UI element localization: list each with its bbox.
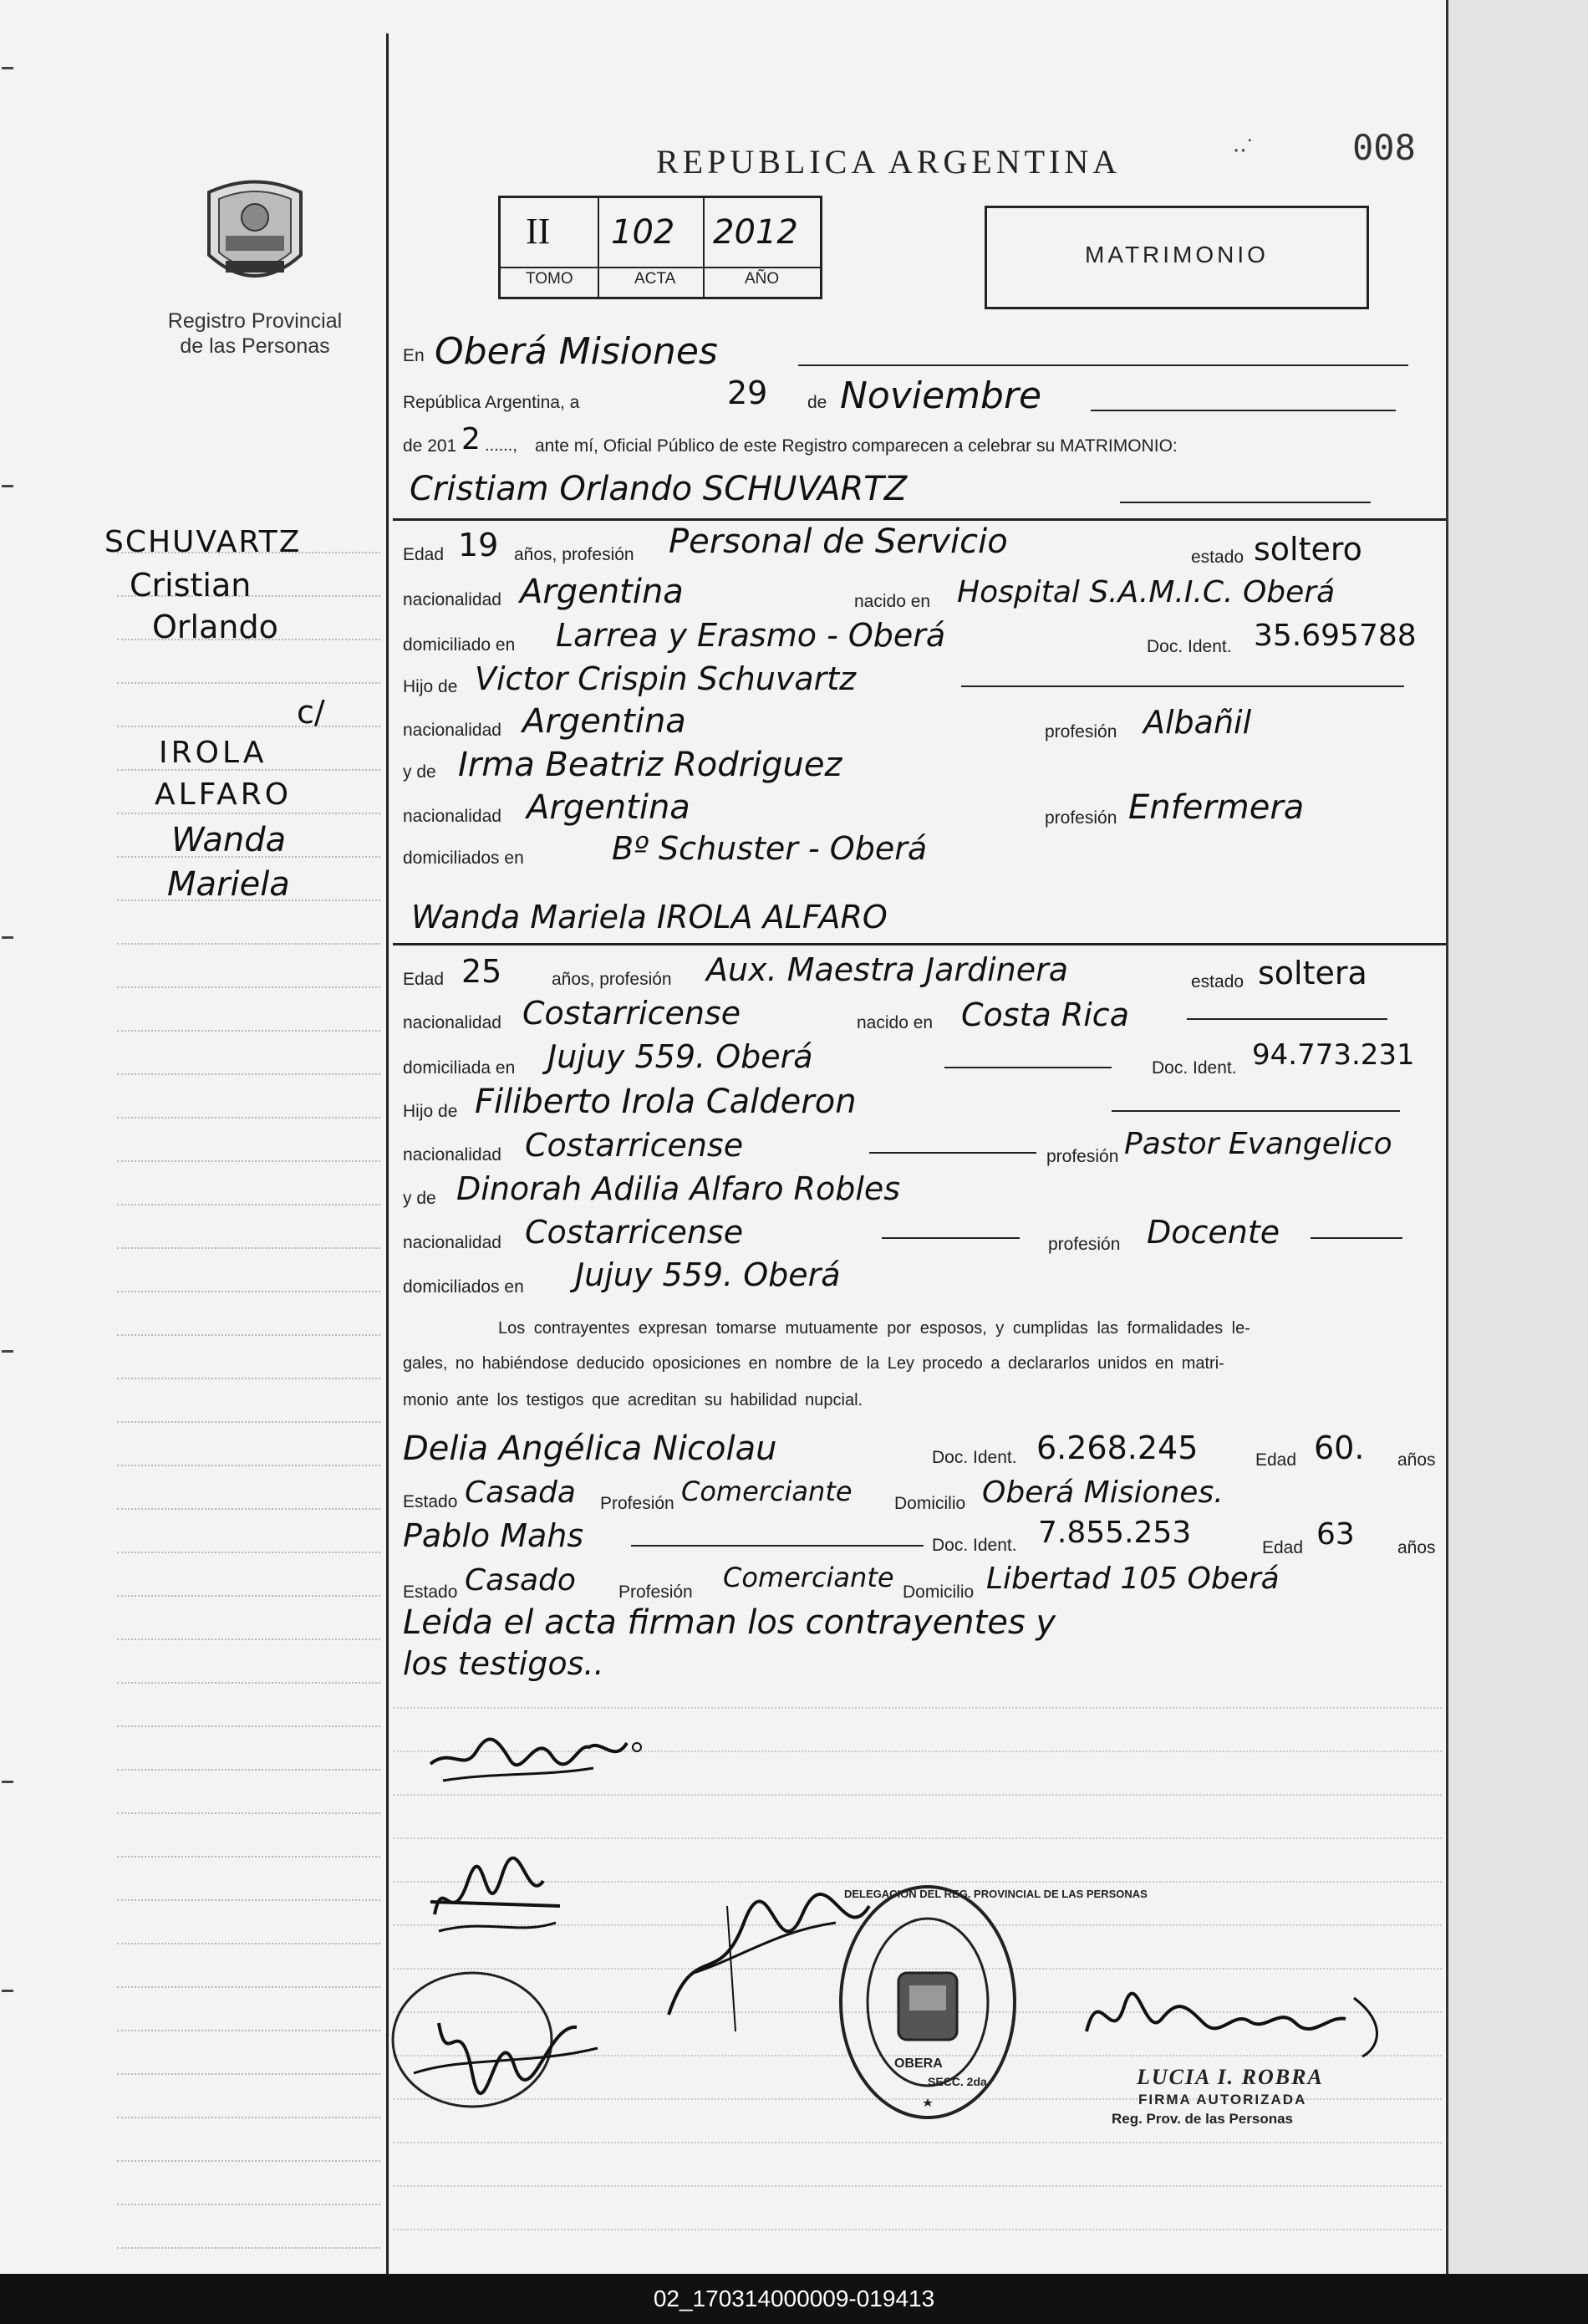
margin-rule-line: [117, 1899, 380, 1901]
groom-mother-nat-label: nacionalidad: [403, 807, 501, 826]
main-rule-line: [393, 2142, 1442, 2143]
groom-mother-nationality: Argentina: [527, 788, 690, 827]
margin-note-line: ALFARO: [155, 777, 293, 812]
margin-rule-line: [117, 1421, 380, 1423]
groom-nationality-label: nacionalidad: [403, 590, 501, 609]
officer-office: Reg. Prov. de las Personas: [1112, 2111, 1293, 2127]
fill-line: [882, 1237, 1020, 1239]
witness1-edad-label: Edad: [1255, 1450, 1297, 1470]
signature-officer: [1078, 1973, 1404, 2065]
margin-rule-line: [117, 813, 380, 814]
witness2-prof-label: Profesión: [618, 1582, 693, 1602]
bride-father-nationality: Costarricense: [525, 1127, 744, 1164]
main-rule-line: [393, 2185, 1442, 2187]
section-separator: [393, 943, 1446, 945]
witness1-prof-label: Profesión: [600, 1494, 674, 1513]
margin-note-line: SCHUVARTZ: [104, 525, 302, 559]
margin-rule-line: [117, 1291, 380, 1292]
witness2-doc: 7.855.253: [1038, 1516, 1192, 1550]
record-type: MATRIMONIO: [1085, 242, 1269, 268]
dots: ......,: [485, 436, 517, 455]
groom-mother-prof-label: profesión: [1045, 808, 1117, 828]
year-prefix: de 201: [403, 436, 457, 456]
page-edge: [1448, 0, 1588, 2274]
bride-yde-label: y de: [403, 1189, 436, 1208]
margin-rule-line: [117, 1247, 380, 1249]
signature-bride: [418, 1856, 568, 1948]
footer-code: 02_170314000009-019413: [0, 2274, 1588, 2324]
groom-domiciliados-label: domiciliados en: [403, 849, 524, 868]
decorative-dots: ∙∙˙: [1233, 135, 1255, 163]
fill-line: [1091, 410, 1396, 411]
groom-anos-label: años, profesión: [514, 545, 634, 564]
witness1-name: Delia Angélica Nicolau: [403, 1430, 777, 1468]
margin-rule-line: [117, 2204, 380, 2205]
witness1-doc-label: Doc. Ident.: [932, 1448, 1017, 1467]
groom-mother: Irma Beatriz Rodriguez: [458, 746, 842, 784]
fill-line: [961, 685, 1404, 687]
margin-note-line: Orlando: [152, 609, 278, 645]
bride-domicilio-label: domiciliada en: [403, 1058, 516, 1078]
main-rule-line: [393, 2229, 1442, 2230]
bride-nationality: Costarricense: [522, 995, 741, 1032]
bride-anos-label: años, profesión: [552, 970, 672, 989]
margin-note-line: c/: [297, 694, 325, 731]
margin-rule-line: [117, 1943, 380, 1944]
groom-nationality: Argentina: [520, 573, 684, 611]
acta-value: 102: [611, 213, 675, 252]
groom-doc: 35.695788: [1254, 619, 1417, 653]
bride-mother-profession: Docente: [1147, 1214, 1280, 1251]
fill-line: [1187, 1018, 1387, 1020]
binder-mark: [2, 936, 13, 939]
place-value: Oberá Misiones: [435, 330, 718, 373]
bride-status: soltera: [1258, 955, 1367, 991]
groom-mother-profession: Enfermera: [1128, 788, 1305, 827]
republica-label: República Argentina, a: [403, 393, 580, 412]
witness2-profession: Comerciante: [723, 1562, 894, 1593]
margin-rule-line: [117, 1465, 380, 1466]
page-number: 008: [1352, 127, 1416, 168]
groom-father-prof-label: profesión: [1045, 722, 1117, 742]
groom-edad-label: Edad: [403, 545, 445, 564]
bride-doc: 94.773.231: [1252, 1038, 1415, 1072]
margin-rule-line: [117, 726, 380, 727]
closing-line2: los testigos..: [403, 1645, 604, 1682]
margin-rule-line: [117, 1986, 380, 1988]
groom-profession: Personal de Servicio: [669, 522, 1008, 561]
margin-column-line: [386, 33, 389, 2274]
bride-father-profession: Pastor Evangelico: [1124, 1127, 1392, 1161]
margin-rule-line: [117, 1639, 380, 1640]
margin-rule-line: [117, 1595, 380, 1597]
margin-rule-line: [117, 1812, 380, 1814]
ano-cell: [705, 198, 820, 267]
fill-line: [1120, 502, 1371, 503]
witness1-domicilio-label: Domicilio: [894, 1494, 966, 1513]
seal-icon: [201, 176, 309, 293]
margin-rule-line: [117, 1769, 380, 1771]
record-id-box: [498, 196, 822, 299]
witness2-doc-label: Doc. Ident.: [932, 1536, 1017, 1555]
margin-rule-line: [117, 943, 380, 945]
groom-parents-address: Bº Schuster - Oberá: [612, 830, 928, 867]
fill-line: [631, 1545, 924, 1547]
fill-line: [1311, 1237, 1402, 1239]
margin-rule-line: [117, 1160, 380, 1162]
groom-domicilio-label: domiciliado en: [403, 635, 516, 655]
bride-name: Wanda Mariela IROLA ALFARO: [411, 899, 888, 935]
groom-father-nationality: Argentina: [522, 702, 686, 741]
fill-line: [798, 364, 1408, 366]
groom-birthplace: Hospital S.A.M.I.C. Oberá: [957, 575, 1336, 609]
box-divider: [598, 267, 599, 297]
declaration-line1: Los contrayentes expresan tomarse mutuamente por esposos, y cumplidas las formalidades le-: [498, 1319, 1250, 1338]
fill-line: [1112, 1110, 1400, 1112]
tomo-cell: [501, 198, 599, 267]
tomo-value: II: [526, 211, 551, 252]
bride-edad-label: Edad: [403, 970, 445, 989]
month-value: Noviembre: [840, 375, 1042, 417]
officer-name: LUCIA I. ROBRA: [1137, 2065, 1324, 2089]
witness2-edad-label: Edad: [1262, 1538, 1304, 1557]
groom-father-nat-label: nacionalidad: [403, 721, 501, 740]
acta-cell: [599, 198, 705, 267]
margin-rule-line: [117, 2160, 380, 2162]
witness2-name: Pablo Mahs: [403, 1517, 584, 1554]
margin-rule-line: [117, 1204, 380, 1205]
closing-line1: Leida el acta firman los contrayentes y: [403, 1603, 1056, 1642]
declaration-line3: monio ante los testigos que acreditan su habilidad nupcial.: [403, 1391, 863, 1409]
main-rule-line: [393, 1794, 1442, 1796]
margin-rule-line: [117, 1073, 380, 1075]
witness1-doc: 6.268.245: [1036, 1430, 1199, 1466]
bride-birthplace: Costa Rica: [961, 996, 1129, 1033]
margin-rule-line: [117, 1334, 380, 1336]
witness1-estado-label: Estado: [403, 1492, 458, 1511]
fill-line: [944, 1067, 1112, 1068]
witness2-address: Libertad 105 Oberá: [986, 1562, 1280, 1596]
registry-name-line1: Registro Provincial: [167, 309, 343, 333]
bride-doc-label: Doc. Ident.: [1152, 1058, 1237, 1078]
margin-note-line: Mariela: [167, 865, 290, 904]
margin-note-line: Cristian: [130, 567, 252, 604]
groom-name: Cristiam Orlando SCHUVARTZ: [410, 470, 908, 508]
bride-mother-nationality: Costarricense: [525, 1214, 744, 1251]
bride-mother: Dinorah Adilia Alfaro Robles: [456, 1170, 901, 1207]
groom-yde-label: y de: [403, 762, 436, 782]
de-label: de: [807, 393, 827, 412]
witness1-status: Casada: [465, 1475, 576, 1510]
witness2-anos-label: años: [1397, 1538, 1436, 1557]
binder-mark: [2, 67, 13, 69]
margin-rule-line: [117, 682, 380, 684]
margin-rule-line: [117, 1030, 380, 1032]
bride-father: Filiberto Irola Calderon: [475, 1083, 857, 1121]
signature-groom: [418, 1714, 660, 1789]
record-type-box: [985, 206, 1369, 309]
margin-rule-line: [117, 1378, 380, 1379]
tomo-label: TOMO: [526, 270, 573, 288]
officer-title: FIRMA AUTORIZADA: [1138, 2092, 1307, 2107]
groom-estado-label: estado: [1191, 548, 1244, 567]
bride-profession: Aux. Maestra Jardinera: [706, 951, 1069, 988]
witness1-anos-label: años: [1397, 1450, 1436, 1470]
bride-father-nat-label: nacionalidad: [403, 1145, 501, 1165]
groom-father: Victor Crispin Schuvartz: [475, 660, 857, 697]
section-separator: [393, 518, 1446, 521]
fill-line: [869, 1152, 1036, 1154]
ano-label: AÑO: [745, 270, 780, 288]
box-divider: [501, 267, 820, 268]
stamp-place: OBERA: [894, 2056, 943, 2071]
groom-address: Larrea y Erasmo - Oberá: [556, 617, 946, 654]
registry-name-line2: de las Personas: [180, 334, 330, 358]
bride-father-prof-label: profesión: [1046, 1147, 1119, 1166]
main-rule-line: [393, 1837, 1442, 1839]
groom-hijo-label: Hijo de: [403, 677, 458, 696]
bride-estado-label: estado: [1191, 972, 1244, 991]
groom-age: 19: [458, 527, 499, 563]
binder-mark: [2, 485, 13, 487]
bride-hijo-label: Hijo de: [403, 1102, 458, 1121]
groom-status: soltero: [1254, 531, 1362, 568]
bride-address: Jujuy 559. Oberá: [547, 1038, 813, 1075]
margin-rule-line: [117, 1117, 380, 1119]
declaration-line2: gales, no habiéndose deducido oposiciones en nombre de la Ley procedo a declararlos unidos en matri-: [403, 1354, 1224, 1373]
binder-mark: [2, 1990, 13, 1992]
witness1-profession: Comerciante: [681, 1475, 853, 1507]
binder-mark: [2, 1350, 13, 1353]
bride-age: 25: [461, 953, 502, 990]
box-divider: [703, 267, 705, 297]
groom-doc-label: Doc. Ident.: [1147, 637, 1232, 656]
witness2-estado-label: Estado: [403, 1582, 458, 1602]
bride-nacido-label: nacido en: [857, 1013, 934, 1032]
year-digit: 2: [461, 422, 481, 456]
margin-note-line: Wanda: [171, 821, 287, 859]
margin-rule-line: [117, 2117, 380, 2118]
witness1-age: 60.: [1314, 1430, 1365, 1466]
province-seal: [201, 176, 309, 293]
margin-note-line: IROLA: [159, 736, 267, 770]
bride-mother-prof-label: profesión: [1048, 1235, 1121, 1254]
groom-nacido-label: nacido en: [854, 592, 931, 611]
acta-label: ACTA: [634, 270, 676, 288]
statement: ante mí, Oficial Público de este Registro comparecen a celebrar su MATRIMONIO:: [535, 436, 1178, 456]
margin-rule-line: [117, 1856, 380, 1858]
witness2-status: Casado: [465, 1563, 576, 1598]
ano-value: 2012: [713, 213, 798, 252]
witness2-domicilio-label: Domicilio: [903, 1582, 975, 1602]
bride-nationality-label: nacionalidad: [403, 1013, 501, 1032]
country-heading: REPUBLICA ARGENTINA: [656, 143, 1122, 181]
day-value: 29: [727, 375, 768, 411]
en-label: En: [403, 346, 425, 365]
margin-rule-line: [117, 2030, 380, 2031]
bride-parents-address: Jujuy 559. Oberá: [575, 1256, 841, 1293]
groom-father-profession: Albañil: [1143, 704, 1252, 741]
bride-domiciliados-label: domiciliados en: [403, 1277, 524, 1297]
margin-rule-line: [117, 1682, 380, 1684]
stamp-text: DELEGACION DEL REG. PROVINCIAL DE LAS PERSONAS: [844, 1888, 1148, 1900]
binder-mark: [2, 1781, 13, 1783]
margin-rule-line: [117, 1552, 380, 1553]
official-stamp: [836, 1881, 1148, 2123]
witness1-address: Oberá Misiones.: [982, 1475, 1224, 1510]
main-rule-line: [393, 1707, 1442, 1709]
margin-rule-line: [117, 2247, 380, 2249]
signature-witness1: [380, 1948, 631, 2115]
witness2-age: 63: [1316, 1517, 1355, 1552]
margin-rule-line: [117, 1725, 380, 1727]
margin-rule-line: [117, 2073, 380, 2075]
stamp-sec: SECC. 2da: [928, 2075, 987, 2088]
margin-rule-line: [117, 986, 380, 988]
bride-mother-nat-label: nacionalidad: [403, 1233, 501, 1252]
margin-rule-line: [117, 1508, 380, 1510]
